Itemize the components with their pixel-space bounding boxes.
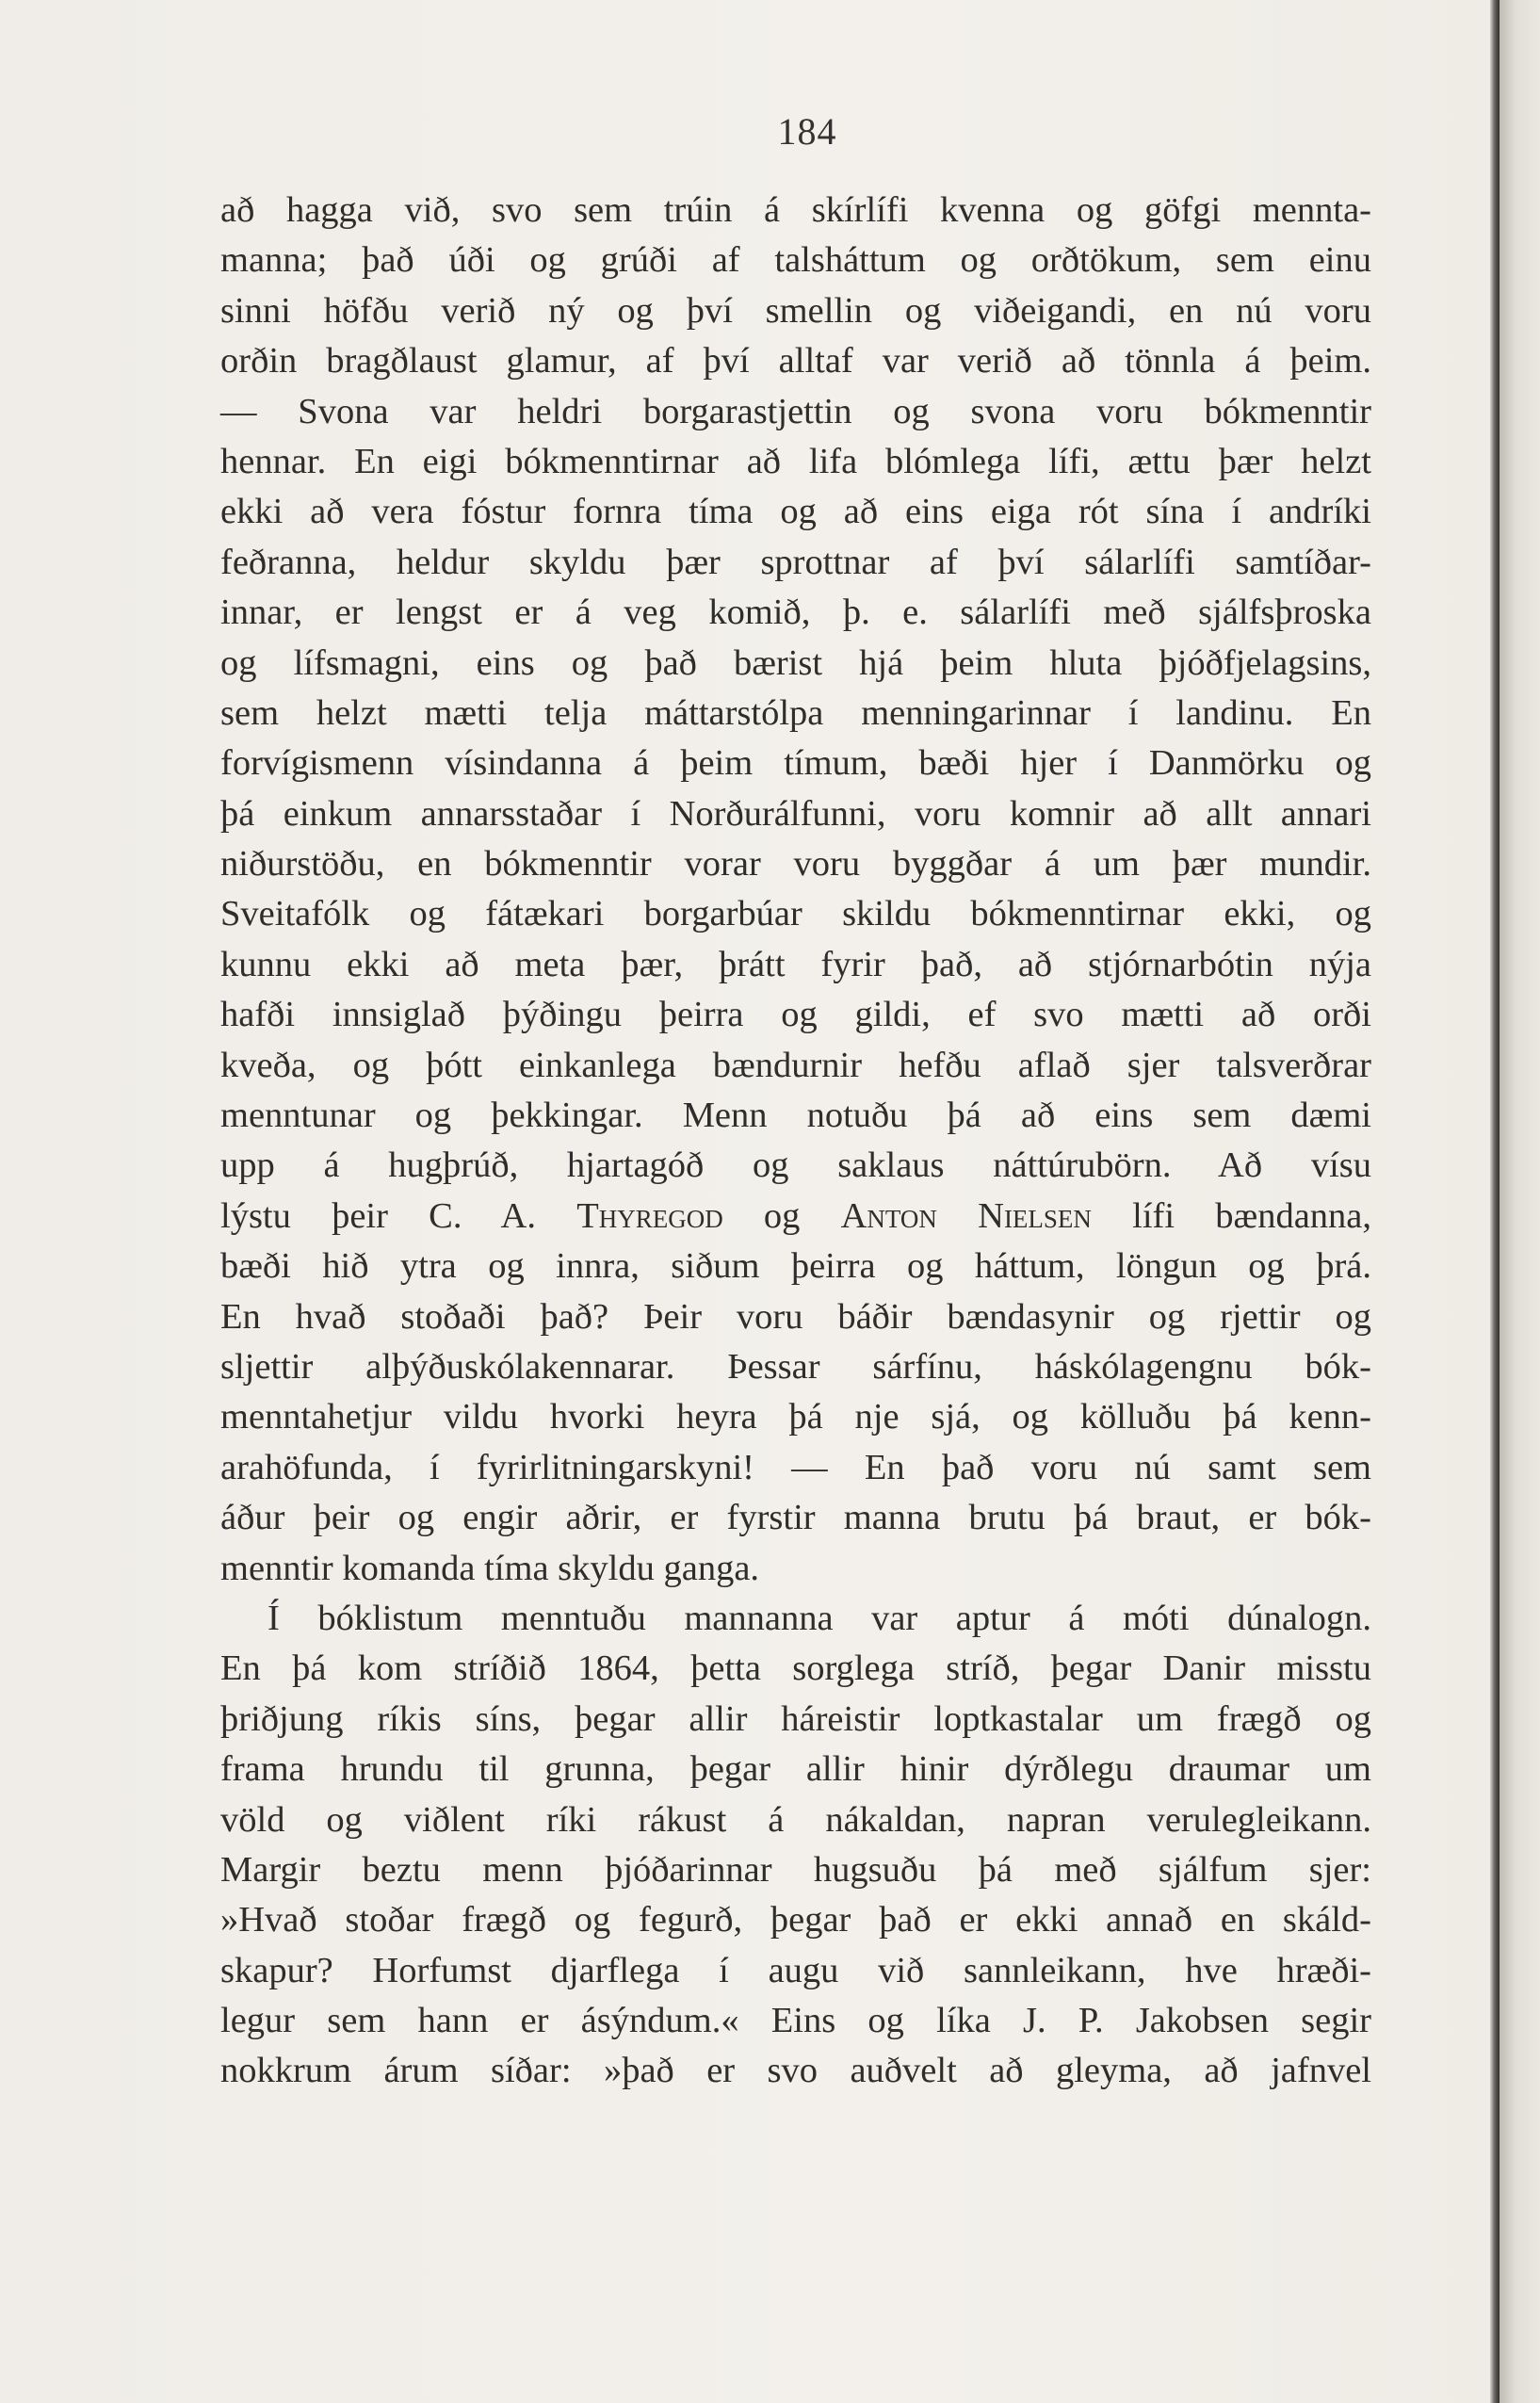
text-line: skapur? Horfumst djarflega í augu við sannleikann, hve hræði- [220, 1950, 1371, 1990]
text-line: hafði innsiglað þýðingu þeirra og gildi, ef svo mætti að orði [220, 995, 1371, 1035]
text-line: »Hvað stoðar frægð og fegurð, þegar það er ekki annað en skáld- [220, 1900, 1371, 1940]
text-line: að hagga við, svo sem trúin á skírlífi kvenna og göfgi mennta- [220, 190, 1371, 230]
paragraph-start-line: Í bóklistum menntuðu mannanna var aptur á móti dúnalogn. [267, 1598, 1371, 1638]
text-line: feðranna, heldur skyldu þær sprottnar af því sálarlífi samtíðar- [220, 542, 1371, 582]
page-number: 184 [777, 110, 837, 153]
text-line: ekki að vera fóstur fornra tíma og að eins eiga rót sína í andríki [220, 492, 1371, 532]
book-spine-shadow [1490, 0, 1499, 2403]
text-line: niðurstöðu, en bókmenntir vorar voru byggðar á um þær mundir. [220, 844, 1371, 885]
book-edge [1499, 0, 1540, 2403]
text-line: kveða, og þótt einkanlega bændurnir hefðu aflað sjer talsverðrar [220, 1045, 1371, 1085]
text-line: innar, er lengst er á veg komið, þ. e. sálarlífi með sjálfsþroska [220, 593, 1371, 633]
text-line: völd og viðlent ríki rákust á nákaldan, napran verulegleikann. [220, 1799, 1371, 1840]
text-line: nokkrum árum síðar: »það er svo auðvelt að gleyma, að jafnvel [220, 2051, 1371, 2091]
author-name: Thyregod [576, 1195, 723, 1236]
text-line: — Svona var heldri borgarastjettin og svona voru bókmenntir [220, 391, 1371, 431]
text-line: En þá kom stríðið 1864, þetta sorglega stríð, þegar Danir misstu [220, 1648, 1371, 1689]
text-line: áður þeir og engir aðrir, er fyrstir manna brutu þá braut, er bók- [220, 1498, 1371, 1538]
body-text [220, 186, 1371, 2097]
text-line: legur sem hann er ásýndum.« Eins og líka J. P. Jakobsen segir [220, 2001, 1371, 2041]
text-line: forvígismenn vísindanna á þeim tímum, bæði hjer í Danmörku og [220, 743, 1371, 784]
text-line: bæði hið ytra og innra, siðum þeirra og háttum, löngun og þrá. [220, 1246, 1371, 1287]
text-line: menntahetjur vildu hvorki heyra þá nje sjá, og kölluðu þá kenn- [220, 1397, 1371, 1437]
text-line: upp á hugþrúð, hjartagóð og saklaus náttúrubörn. Að vísu [220, 1145, 1371, 1186]
text-line-small-caps: lýstu þeir C. A. Thyregod og Anton Nielsen lífi bændanna, [220, 1195, 1371, 1236]
text-line: sem helzt mætti telja máttarstólpa menningarinnar í landinu. En [220, 692, 1371, 733]
text-line: og lífsmagni, eins og það bærist hjá þeim hluta þjóðfjelagsins, [220, 642, 1371, 683]
author-name: Anton Nielsen [840, 1195, 1092, 1236]
text-line: orðin bragðlaust glamur, af því alltaf var verið að tönnla á þeim. [220, 341, 1371, 382]
text-line: sinni höfðu verið ný og því smellin og viðeigandi, en nú voru [220, 290, 1371, 331]
text-line: sljettir alþýðuskólakennarar. Þessar sárfínu, háskólagengnu bók- [220, 1346, 1371, 1387]
text-line: þá einkum annarsstaðar í Norðurálfunni, voru komnir að allt annari [220, 793, 1371, 834]
text-line: manna; það úði og grúði af talsháttum og orðtökum, sem einu [220, 240, 1371, 281]
text-line: En hvað stoðaði það? Þeir voru báðir bændasynir og rjettir og [220, 1296, 1371, 1337]
text-line: menntunar og þekkingar. Menn notuðu þá að eins sem dæmi [220, 1096, 1371, 1136]
paragraph-end-line: menntir komanda tíma skyldu ganga. [220, 1548, 760, 1588]
text-line: kunnu ekki að meta þær, þrátt fyrir það, að stjórnarbótin nýja [220, 944, 1371, 984]
text-line: þriðjung ríkis síns, þegar allir háreistir loptkastalar um frægð og [220, 1698, 1371, 1739]
text-line: Margir beztu menn þjóðarinnar hugsuðu þá með sjálfum sjer: [220, 1849, 1371, 1890]
text-line: Sveitafólk og fátækari borgarbúar skildu bókmenntirnar ekki, og [220, 894, 1371, 934]
text-line: arahöfunda, í fyrirlitningarskyni! — En það voru nú samt sem [220, 1447, 1371, 1487]
text-line: hennar. En eigi bókmenntirnar að lifa blómlega lífi, ættu þær helzt [220, 441, 1371, 481]
text-line: frama hrundu til grunna, þegar allir hinir dýrðlegu draumar um [220, 1749, 1371, 1790]
